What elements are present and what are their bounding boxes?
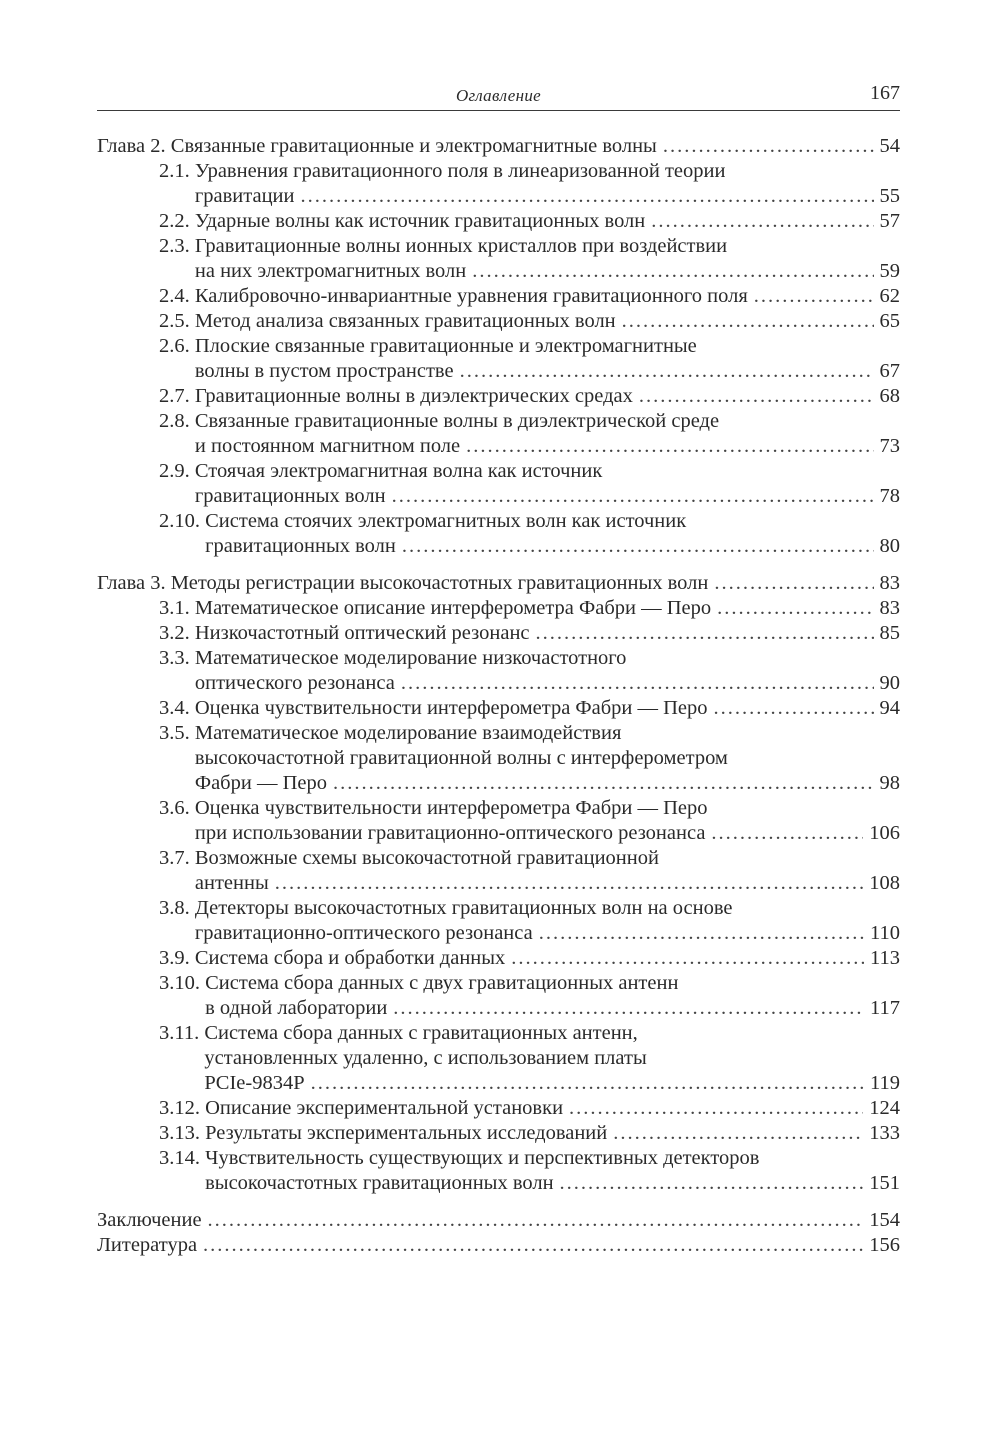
dot-leader (717, 596, 873, 621)
toc-section-entry[interactable] (97, 621, 900, 646)
dot-leader (460, 359, 874, 384)
dot-leader (333, 771, 874, 796)
toc-entry-number: 3.8. (159, 897, 195, 919)
dot-leader (511, 946, 864, 971)
toc-section-entry[interactable] (97, 234, 900, 284)
toc-entry-title: гравитации (194, 185, 295, 207)
toc-entry-title: Система сбора данных с гравитационных антенн, (204, 1022, 638, 1044)
toc-section-entry[interactable] (97, 971, 900, 1021)
toc-entry-page: 54 (879, 135, 900, 157)
toc-entry-number: 2.2. (159, 210, 195, 232)
toc-chapter-entry[interactable] (97, 1233, 900, 1258)
toc-entry-title: установленных удаленно, с использованием платы (204, 1047, 647, 1069)
toc-entry-page: 110 (870, 922, 900, 944)
toc-entry-page: 80 (879, 535, 900, 557)
toc-entry-number: 3.2. (159, 622, 195, 644)
toc-entry-number: 2.1. (159, 160, 195, 182)
dot-leader (401, 671, 874, 696)
toc-entry-page: 113 (870, 947, 900, 969)
toc-section-entry[interactable] (97, 646, 900, 696)
toc-entry-number: 3.4. (159, 697, 195, 719)
dot-leader (208, 1208, 864, 1233)
toc-entry-title: Связанные гравитационные волны в диэлектрической среде (194, 410, 720, 432)
toc-entry-title: Система сбора данных с двух гравитационных антенн (205, 972, 679, 994)
toc-entry-title: гравитационно-оптического резонанса (194, 922, 533, 944)
toc-entry-page: 108 (869, 872, 900, 894)
toc-entry-page: 156 (869, 1234, 900, 1256)
toc-entry-title: Оценка чувствительности интерферометра Фабри — Перо (194, 797, 708, 819)
toc-entry-number: 2.6. (159, 335, 195, 357)
toc-section-entry[interactable] (97, 1021, 900, 1096)
dot-leader (301, 184, 874, 209)
toc-entry-number: 3.14. (159, 1147, 206, 1169)
toc-entry-title: Детекторы высокочастотных гравитационных волн на основе (194, 897, 733, 919)
dot-leader (714, 571, 873, 596)
toc-section-entry[interactable] (97, 409, 900, 459)
toc-entry-title: Литература (97, 1234, 198, 1256)
header-page-number: 167 (870, 82, 900, 104)
toc-entry-title: Гравитационные волны в диэлектрических средах (194, 385, 633, 407)
toc-entry-title: в одной лаборатории (205, 997, 388, 1019)
toc-entry-page: 133 (869, 1122, 900, 1144)
toc-entry-title: Глава 3. Методы регистрации высокочастотных гравитационных волн (97, 572, 709, 594)
toc-entry-title: антенны (194, 872, 269, 894)
toc-entry-number: 2.9. (159, 460, 195, 482)
toc-entry-page: 117 (870, 997, 900, 1019)
toc-entry-title: Метод анализа связанных гравитационных волн (194, 310, 616, 332)
toc-entry-page: 65 (879, 310, 900, 332)
toc-entry-number: 3.13. (159, 1122, 206, 1144)
dot-leader (754, 284, 874, 309)
toc-entry-page: 98 (879, 772, 900, 794)
toc-entry-title: Система сбора и обработки данных (194, 947, 506, 969)
toc-entry-number: 3.9. (159, 947, 195, 969)
toc-chapter-entry[interactable] (97, 1208, 900, 1233)
toc-entry-page: 154 (869, 1209, 900, 1231)
toc-section-entry[interactable] (97, 796, 900, 846)
dot-leader (392, 484, 874, 509)
toc-entry-title: высокочастотных гравитационных волн (205, 1172, 554, 1194)
dot-leader (714, 696, 874, 721)
toc-entry-number: 3.11. (159, 1022, 205, 1044)
toc-section-entry[interactable] (97, 1146, 900, 1196)
dot-leader (639, 384, 874, 409)
toc-section-entry[interactable] (97, 309, 900, 334)
toc-chapter-entry[interactable] (97, 571, 900, 596)
toc-entry-number: 2.4. (159, 285, 195, 307)
toc-entry-number: 2.5. (159, 310, 195, 332)
dot-leader (560, 1171, 864, 1196)
toc-entry-title: Описание экспериментальной установки (205, 1097, 564, 1119)
header-title: Оглавление (455, 86, 542, 105)
toc-entry-title: Математическое моделирование взаимодействия (194, 722, 622, 744)
toc-entry-page: 119 (870, 1072, 900, 1094)
toc-entry-page: 94 (879, 697, 900, 719)
toc-entry-title: Математическое описание интерферометра Фабри — Перо (194, 597, 712, 619)
toc-entry-page: 124 (869, 1097, 900, 1119)
toc-entry-page: 83 (879, 572, 900, 594)
toc-entry-title: Гравитационные волны ионных кристаллов при воздействии (194, 235, 728, 257)
toc-entry-title: Уравнения гравитационного поля в линеаризованной теории (194, 160, 726, 182)
toc-entry-page: 68 (879, 385, 900, 407)
toc-entry-number: 3.6. (159, 797, 195, 819)
toc-entry-title: Оценка чувствительности интерферометра Фабри — Перо (194, 697, 708, 719)
dot-leader (275, 871, 864, 896)
toc-entry-page: 55 (879, 185, 900, 207)
toc-section-entry[interactable] (97, 334, 900, 384)
toc-entry-page: 73 (879, 435, 900, 457)
toc-entry-title: на них электромагнитных волн (194, 260, 467, 282)
toc-entry-title: Система стоячих электромагнитных волн как источник (205, 510, 687, 532)
toc-chapter-entry[interactable] (97, 134, 900, 159)
toc-entry-title: Низкочастотный оптический резонанс (194, 622, 530, 644)
dot-leader (311, 1071, 864, 1096)
toc-entry-title: Плоские связанные гравитационные и электромагнитные (194, 335, 697, 357)
toc-entry-title: гравитационных волн (194, 485, 386, 507)
toc-section-entry[interactable] (97, 284, 900, 309)
running-header (97, 82, 900, 111)
toc-entry-title: Математическое моделирование низкочастотного (194, 647, 627, 669)
toc-section-entry[interactable] (97, 596, 900, 621)
toc-entry-title: Результаты экспериментальных исследований (205, 1122, 608, 1144)
toc-entry-page: 62 (879, 285, 900, 307)
toc-entry-number: 3.7. (159, 847, 195, 869)
dot-leader (569, 1096, 863, 1121)
toc-entry-title: волны в пустом пространстве (194, 360, 454, 382)
toc-entry-title: Фабри — Перо (194, 772, 327, 794)
toc-entry-number: 2.8. (159, 410, 195, 432)
toc-entry-title: при использовании гравитационно-оптического резонанса (194, 822, 706, 844)
toc-entry-page: 85 (879, 622, 900, 644)
dot-leader (622, 309, 874, 334)
toc-entry-page: 57 (879, 210, 900, 232)
toc-entry-number: 3.3. (159, 647, 195, 669)
toc-entry-number: 2.10. (159, 510, 206, 532)
toc-section-entry[interactable] (97, 159, 900, 209)
toc-section-entry[interactable] (97, 1096, 900, 1121)
dot-leader (651, 209, 873, 234)
toc-entry-title: Возможные схемы высокочастотной гравитационной (194, 847, 659, 869)
dot-leader (402, 534, 874, 559)
dot-leader (472, 259, 873, 284)
toc-entry-number: 3.10. (159, 972, 206, 994)
toc-entry-page: 78 (879, 485, 900, 507)
toc-section-entry[interactable] (97, 459, 900, 509)
toc-entry-title: Чувствительность существующих и перспективных детекторов (205, 1147, 760, 1169)
toc-section-entry[interactable] (97, 896, 900, 946)
toc-entry-number: 3.5. (159, 722, 195, 744)
toc-entry-page: 59 (879, 260, 900, 282)
toc-section-entry[interactable] (97, 384, 900, 409)
dot-leader (711, 821, 863, 846)
toc-entry-title: Ударные волны как источник гравитационных волн (194, 210, 646, 232)
toc-entry-number: 2.7. (159, 385, 195, 407)
toc-entry-page: 83 (879, 597, 900, 619)
dot-leader (203, 1233, 863, 1258)
toc-entry-title: Глава 2. Связанные гравитационные и электромагнитные волны (97, 135, 657, 157)
dot-leader (663, 134, 874, 159)
toc-entry-page: 106 (869, 822, 900, 844)
toc-entry-title: оптического резонанса (194, 672, 395, 694)
toc-section-entry[interactable] (97, 209, 900, 234)
toc-section-entry[interactable] (97, 509, 900, 559)
toc-entry-number: 3.1. (159, 597, 195, 619)
toc-entry-title: Стоячая электромагнитная волна как источник (194, 460, 603, 482)
dot-leader (393, 996, 864, 1021)
toc-entry-number: 3.12. (159, 1097, 206, 1119)
toc-entry-page: 151 (869, 1172, 900, 1194)
toc-section-entry[interactable] (97, 946, 900, 971)
toc-section-entry[interactable] (97, 721, 900, 796)
dot-leader (613, 1121, 863, 1146)
toc-entry-title: PCIe-9834P (204, 1072, 305, 1094)
toc-entry-page: 90 (879, 672, 900, 694)
toc-section-entry[interactable] (97, 846, 900, 896)
toc-section-entry[interactable] (97, 696, 900, 721)
toc-section-entry[interactable] (97, 1121, 900, 1146)
toc-entry-page: 67 (879, 360, 900, 382)
toc-entry-title: гравитационных волн (205, 535, 396, 557)
toc-entry-number: 2.3. (159, 235, 195, 257)
dot-leader (466, 434, 873, 459)
table-of-contents (97, 134, 900, 1258)
toc-entry-title: высокочастотной гравитационной волны с интерферометром (194, 747, 728, 769)
toc-entry-title: Заключение (97, 1209, 202, 1231)
dot-leader (539, 921, 864, 946)
toc-entry-title: Калибровочно-инвариантные уравнения гравитационного поля (194, 285, 748, 307)
toc-entry-title: и постоянном магнитном поле (194, 435, 461, 457)
dot-leader (536, 621, 874, 646)
